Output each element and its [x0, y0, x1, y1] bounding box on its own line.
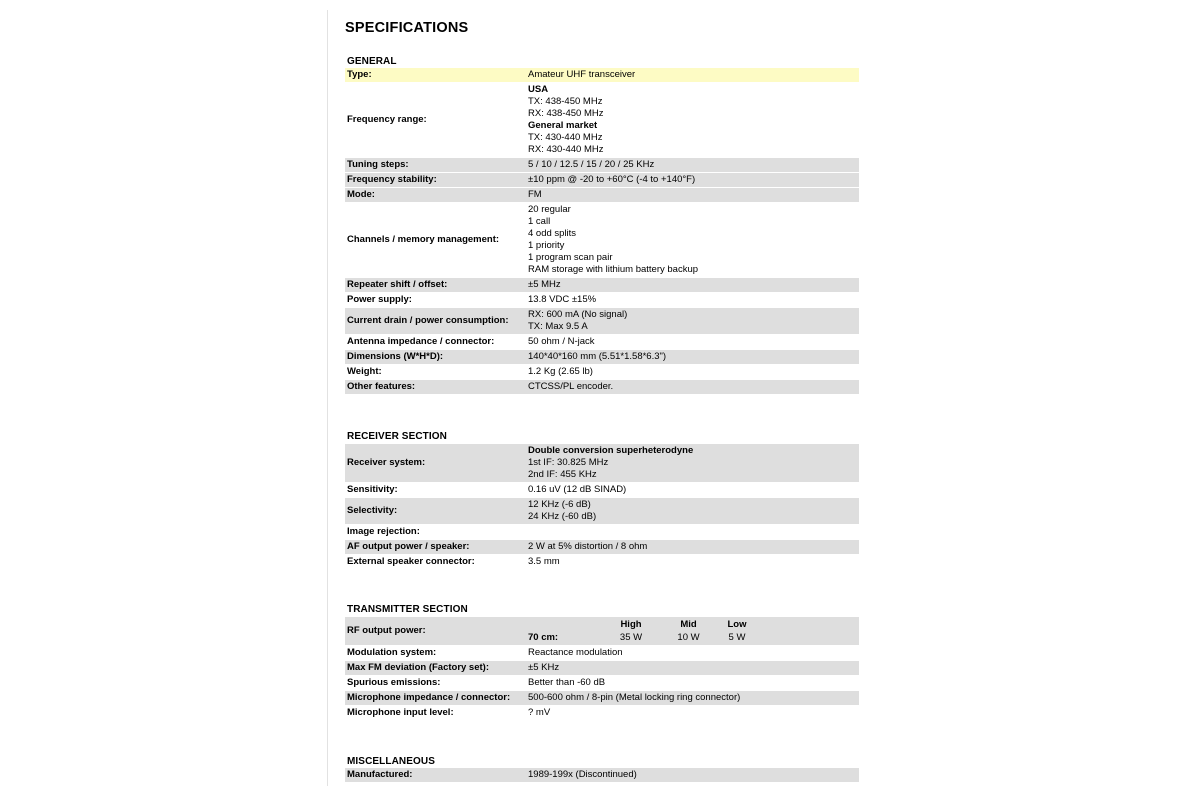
page-title: SPECIFICATIONS [345, 20, 469, 36]
value-line: ? mV [528, 707, 551, 718]
table-row [345, 335, 859, 349]
table-row [345, 278, 859, 292]
value-line: Better than -60 dB [528, 677, 606, 688]
row-label: Repeater shift / offset: [345, 278, 524, 292]
row-value [524, 278, 859, 292]
value-line: RX: 438-450 MHz [528, 108, 604, 119]
transmitter-table [345, 616, 859, 721]
table-row [345, 380, 859, 394]
value-line: Reactance modulation [528, 647, 623, 658]
table-row [345, 83, 859, 157]
row-value [524, 158, 859, 172]
rf-header-blank [528, 618, 602, 631]
rf-header-mid: Mid [680, 619, 697, 630]
row-value [524, 188, 859, 202]
value-line: 50 ohm / N-jack [528, 336, 595, 347]
row-value [524, 308, 859, 334]
table-row [345, 661, 859, 675]
section-title-receiver: RECEIVER SECTION [347, 431, 447, 442]
value-line: 500-600 ohm / 8-pin (Metal locking ring connector) [528, 692, 741, 703]
row-label: Frequency range: [347, 114, 427, 125]
section-title-misc: MISCELLANEOUS [347, 756, 435, 767]
row-label: Weight: [347, 366, 382, 377]
row-value [524, 68, 859, 82]
rf-band-label: 70 cm: [528, 632, 559, 643]
general-table [345, 67, 859, 395]
misc-table [345, 767, 859, 783]
table-row [345, 617, 859, 645]
section-title-general: GENERAL [347, 56, 397, 67]
rf-output-grid [524, 617, 859, 645]
value-line: 1 program scan pair [528, 252, 613, 263]
value-line: RAM storage with lithium battery backup [528, 264, 699, 275]
row-value [524, 555, 859, 569]
row-value [524, 691, 859, 705]
receiver-table [345, 443, 859, 570]
table-row [345, 691, 859, 705]
row-label: Channels / memory management: [347, 234, 500, 245]
row-label: Max FM deviation (Factory set): [345, 661, 524, 675]
row-value [524, 706, 859, 720]
row-value [524, 768, 859, 782]
table-row [345, 444, 859, 482]
row-label: Other features: [345, 380, 524, 394]
value-line: RX: 430-440 MHz [528, 144, 604, 155]
row-label: Mode: [345, 188, 524, 202]
row-label: RF output power: [345, 617, 524, 645]
value-line: 2nd IF: 455 KHz [528, 469, 597, 480]
value-line: TX: Max 9.5 A [528, 321, 588, 332]
row-value [524, 483, 859, 497]
row-label: Type: [345, 68, 524, 82]
table-row [345, 676, 859, 690]
table-row [345, 188, 859, 202]
row-label: Microphone input level: [347, 707, 454, 718]
row-label: Modulation system: [347, 647, 437, 658]
rf-header-low: Low [727, 619, 747, 630]
row-label: Dimensions (W*H*D): [345, 350, 524, 364]
spec-sheet [328, 10, 869, 786]
value-line: 12 KHz (-6 dB) [528, 499, 591, 510]
row-value [524, 676, 859, 690]
rf-value-mid: 10 W [677, 632, 700, 643]
row-value [524, 365, 859, 379]
row-value [524, 444, 859, 482]
table-row [345, 308, 859, 334]
rf-header-high: High [620, 619, 642, 630]
value-line: FM [528, 189, 542, 200]
rf-value-high: 35 W [619, 632, 643, 643]
section-title-transmitter: TRANSMITTER SECTION [347, 604, 468, 615]
table-row [345, 68, 859, 82]
value-line: Amateur UHF transceiver [528, 69, 636, 80]
table-row [345, 203, 859, 277]
table-row [345, 350, 859, 364]
value-line: 1989-199x (Discontinued) [528, 769, 637, 780]
value-line: 1 call [528, 216, 551, 227]
row-label: Manufactured: [345, 768, 524, 782]
row-label: Spurious emissions: [347, 677, 441, 688]
rf-value-low: 5 W [728, 632, 746, 643]
row-value [524, 203, 859, 277]
value-line: ±10 ppm @ -20 to +60°C (-4 to +140°F) [528, 174, 696, 185]
value-line: 13.8 VDC ±15% [528, 294, 597, 305]
row-value [524, 293, 859, 307]
row-label: Image rejection: [347, 526, 420, 537]
row-label: Frequency stability: [345, 173, 524, 187]
row-label: External speaker connector: [347, 556, 475, 567]
table-row [345, 158, 859, 172]
table-row [345, 706, 859, 720]
value-line: RX: 600 mA (No signal) [528, 309, 628, 320]
row-label: Microphone impedance / connector: [345, 691, 524, 705]
row-value [524, 380, 859, 394]
table-row [345, 293, 859, 307]
row-value [524, 173, 859, 187]
row-label: Antenna impedance / connector: [347, 336, 495, 347]
value-line: 20 regular [528, 204, 571, 215]
value-line: ±5 MHz [528, 279, 561, 290]
table-row [345, 483, 859, 497]
row-label: Selectivity: [345, 498, 524, 524]
row-label: Current drain / power consumption: [345, 308, 524, 334]
row-value [524, 525, 859, 539]
row-label: Tuning steps: [345, 158, 524, 172]
value-line: 1 priority [528, 240, 565, 251]
value-line: Double conversion superheterodyne [528, 445, 694, 456]
value-line: ±5 KHz [528, 662, 560, 673]
row-value [524, 335, 859, 349]
table-row [345, 540, 859, 554]
row-label: Sensitivity: [347, 484, 398, 495]
value-line: 4 odd splits [528, 228, 577, 239]
row-value [524, 350, 859, 364]
row-label: Power supply: [347, 294, 412, 305]
table-row [345, 768, 859, 782]
row-value [524, 646, 859, 660]
value-line: 1st IF: 30.825 MHz [528, 457, 609, 468]
value-line: 3.5 mm [528, 556, 560, 567]
table-row [345, 646, 859, 660]
value-line: General market [528, 120, 598, 131]
value-line: 1.2 Kg (2.65 lb) [528, 366, 593, 377]
row-value [524, 540, 859, 554]
row-value [524, 498, 859, 524]
table-row [345, 173, 859, 187]
row-value [524, 661, 859, 675]
value-line: TX: 438-450 MHz [528, 96, 603, 107]
row-label: AF output power / speaker: [345, 540, 524, 554]
value-line: 24 KHz (-60 dB) [528, 511, 597, 522]
value-line: 5 / 10 / 12.5 / 15 / 20 / 25 KHz [528, 159, 655, 170]
value-line: 2 W at 5% distortion / 8 ohm [528, 541, 648, 552]
row-value [524, 83, 859, 157]
value-line: USA [528, 84, 549, 95]
table-row [345, 498, 859, 524]
table-row [345, 525, 859, 539]
table-row [345, 555, 859, 569]
value-line: 0.16 uV (12 dB SINAD) [528, 484, 627, 495]
value-line: TX: 430-440 MHz [528, 132, 603, 143]
value-line: CTCSS/PL encoder. [528, 381, 614, 392]
row-label: Receiver system: [345, 444, 524, 482]
table-row [345, 365, 859, 379]
value-line: 140*40*160 mm (5.51*1.58*6.3") [528, 351, 667, 362]
